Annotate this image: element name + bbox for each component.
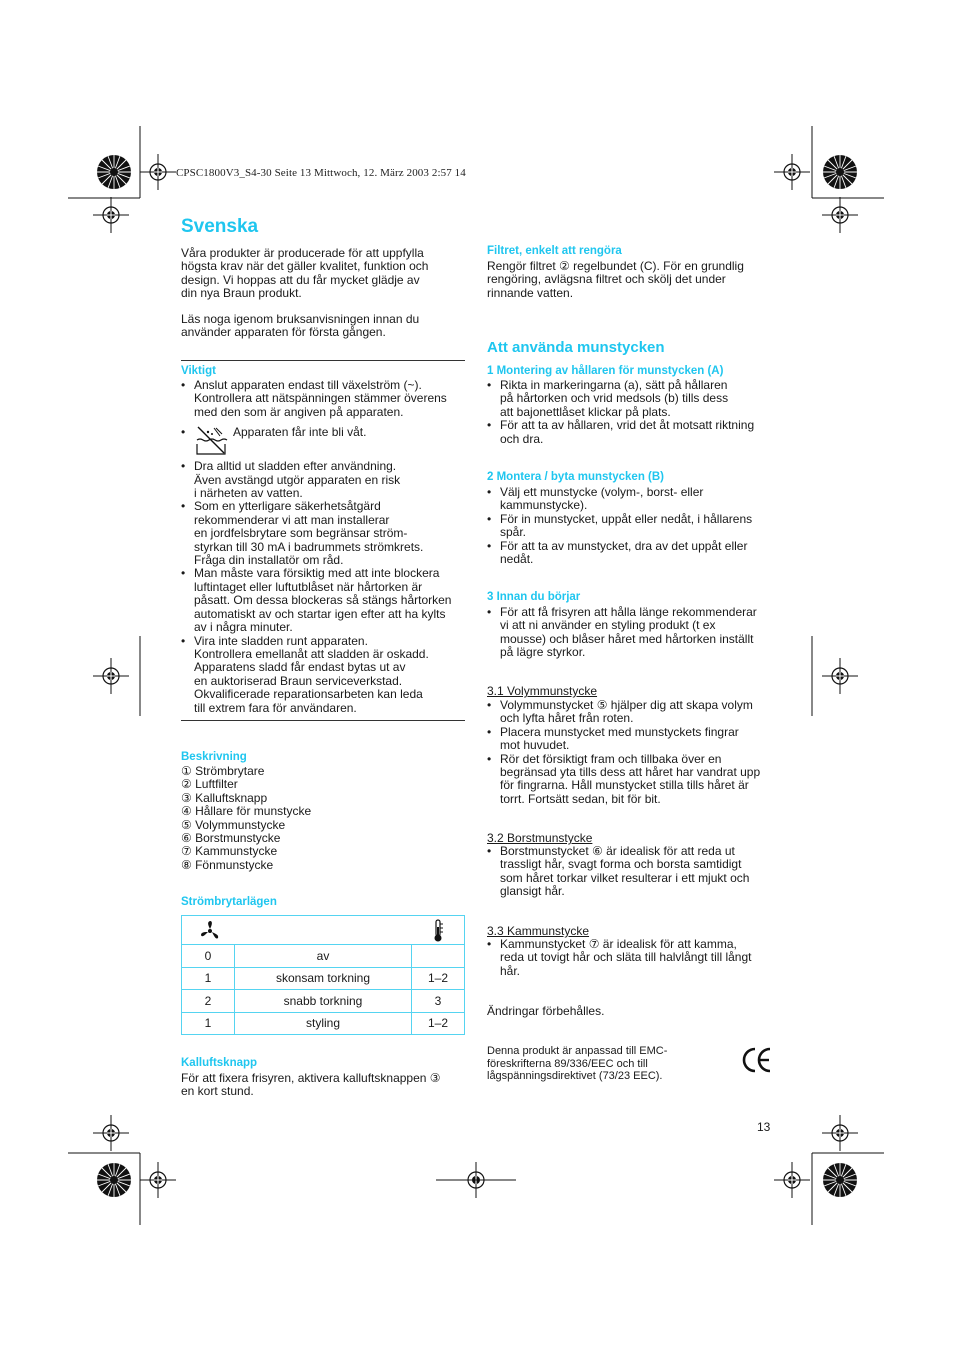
changes-note: Ändringar förbehålles. xyxy=(487,1004,605,1018)
list-item: • Apparaten får inte bli våt. xyxy=(181,426,471,460)
list-item: ② Luftfilter xyxy=(181,777,238,792)
switch-heading: Strömbrytarlägen xyxy=(181,896,277,908)
list-item: • Placera munstycket med munstyckets fingrar mot huvudet. xyxy=(487,726,787,753)
subsection-heading: 3.2 Borstmunstycke xyxy=(487,831,593,845)
list-item: • Man måste vara försiktig med att inte blockera luftintaget eller luftutblåset när hårtorken är påsatt. Om dessa blockeras så stängs hårtorken automatiskt av och startar igen efter att ha kylts av i några minuter. xyxy=(181,567,471,634)
list-item: • Rikta in markeringarna (a), sätt på hållaren på hårtorken och vrid medsols (b) tills dess att bajonettlåset klickar på plats. xyxy=(487,379,787,419)
ce-mark-icon xyxy=(741,1046,773,1074)
subsection-heading: 3.1 Volymmunstycke xyxy=(487,684,598,698)
section-list xyxy=(487,379,787,446)
parts-list xyxy=(181,765,471,872)
subsection-heading: 3.3 Kammunstycke xyxy=(487,924,590,938)
cold-shot-heading: Kalluftsknapp xyxy=(181,1057,258,1069)
list-item: ⑤ Volymmunstycke xyxy=(181,817,286,832)
list-item: • Volymmunstycket ⑤ hjälper dig att skapa volym och lyfta håret från roten. xyxy=(487,699,787,726)
list-item: • Dra alltid ut sladden efter användning. Även avstängd utgör apparaten en risk i närheten av vatten. xyxy=(181,460,471,500)
section-heading: 3 Innan du börjar xyxy=(487,591,581,603)
attachments-heading: Att använda munstycken xyxy=(487,339,665,356)
table-row: 1 skonsam torkning 1–2 xyxy=(182,967,465,990)
fan-icon xyxy=(199,920,221,942)
list-item: • För in munstycket, uppåt eller nedåt, i hållarens spår. xyxy=(487,513,787,540)
section-list xyxy=(487,486,787,566)
list-item: ① Strömbrytare xyxy=(181,764,265,778)
list-item: ④ Hållare för munstycke xyxy=(181,804,312,819)
table-row: 2 snabb torkning 3 xyxy=(182,990,465,1013)
section-list xyxy=(487,699,787,806)
filter-text: Rengör filtret ② regelbundet (C). För en grundlig rengöring, avlägsna filtret och skölj det under rinnande vatten. xyxy=(487,259,744,300)
list-item: • För att ta av munstycket, dra av det uppåt eller nedåt. xyxy=(487,540,787,567)
list-item: • Kammunstycket ⑦ är idealisk för att kamma, reda ut tovigt hår och släta till halvlångt till långt hår. xyxy=(487,938,787,978)
list-item: • Anslut apparaten endast till växelström (~). Kontrollera att nätspänningen stämmer överens med den som är angiven på apparaten. xyxy=(181,379,471,419)
intro-paragraph: Våra produkter är producerade för att uppfylla högsta krav när det gäller kvalitet, funktion och design. Vi hoppas att du får mycket glädje av din nya Braun produkt. xyxy=(181,246,429,301)
emc-note: Denna produkt är anpassad till EMC- föreskrifterna 89/336/EEC och till lågspänningsdirektivet (73/23 EEC). xyxy=(487,1045,668,1083)
divider xyxy=(181,360,465,361)
important-list xyxy=(181,379,471,715)
table-row: 0 av xyxy=(182,945,465,968)
section-list xyxy=(487,845,787,899)
thermometer-icon xyxy=(431,919,445,943)
list-item: • Vira inte sladden runt apparaten. Kontrollera emellanåt att sladden är oskadd. Apparatens sladd får endast bytas ut av en auktoriserad Braun serviceverkstad. Okvalificerade reparationsarbeten kan leda till extrem fara för användaren. xyxy=(181,635,471,715)
table-row: 1 styling 1–2 xyxy=(182,1012,465,1035)
list-item: • För att ta av hållaren, vrid det åt motsatt riktning och dra. xyxy=(487,419,787,446)
list-item: • Borstmunstycket ⑥ är idealisk för att reda ut trassligt hår, svagt forma och borsta samtidigt som håret torkar vilket resulterar i ett mjukt och glansigt hår. xyxy=(487,845,787,899)
list-item: • Rör det försiktigt fram och tillbaka över en begränsad yta tills dess att håret har vandrat upp för fingrarna. Håll munstycket stilla tills håret är torrt. Fortsätt sedan, bit för bit. xyxy=(487,753,787,807)
important-heading: Viktigt xyxy=(181,365,216,377)
filter-heading: Filtret, enkelt att rengöra xyxy=(487,245,622,257)
list-item: • För att få frisyren att hålla länge rekommenderar vi att ni använder en styling produkt (t ex mousse) och blåser håret med hårtorken inställt på lägre styrkor. xyxy=(487,606,787,660)
section-list xyxy=(487,606,787,660)
section-heading: 1 Montering av hållaren för munstycken (A) xyxy=(487,365,724,377)
section-list xyxy=(487,938,787,978)
cold-shot-text: För att fixera frisyren, aktivera kalluftsknappen ③ en kort stund. xyxy=(181,1071,441,1099)
page-title: Svenska xyxy=(181,216,259,237)
list-item: ⑧ Fönmunstycke xyxy=(181,857,274,872)
list-item: ③ Kalluftsknapp xyxy=(181,790,268,805)
print-header: CPSC1800V3_S4-30 Seite 13 Mittwoch, 12. März 2003 2:57 14 xyxy=(176,167,466,179)
list-item: • Som en ytterligare säkerhetsåtgärd rekommenderar vi att man installerar en jordfelsbrytare som begränsar ström- styrkan till 30 mA i badrummets strömkrets. Fråga din installatör om råd. xyxy=(181,500,471,567)
switch-table xyxy=(181,915,465,1035)
description-heading: Beskrivning xyxy=(181,751,247,763)
list-item: ⑦ Kammunstycke xyxy=(181,844,278,859)
page-number: 13 xyxy=(757,1120,771,1134)
divider xyxy=(181,720,465,721)
intro-paragraph-2: Läs noga igenom bruksanvisningen innan du använder apparaten för första gången. xyxy=(181,312,420,340)
not-wet-icon xyxy=(194,424,228,456)
section-heading: 2 Montera / byta munstycken (B) xyxy=(487,471,665,483)
list-item: ⑥ Borstmunstycke xyxy=(181,831,281,846)
list-item: • Välj ett munstycke (volym-, borst- eller kammunstycke). xyxy=(487,486,787,513)
